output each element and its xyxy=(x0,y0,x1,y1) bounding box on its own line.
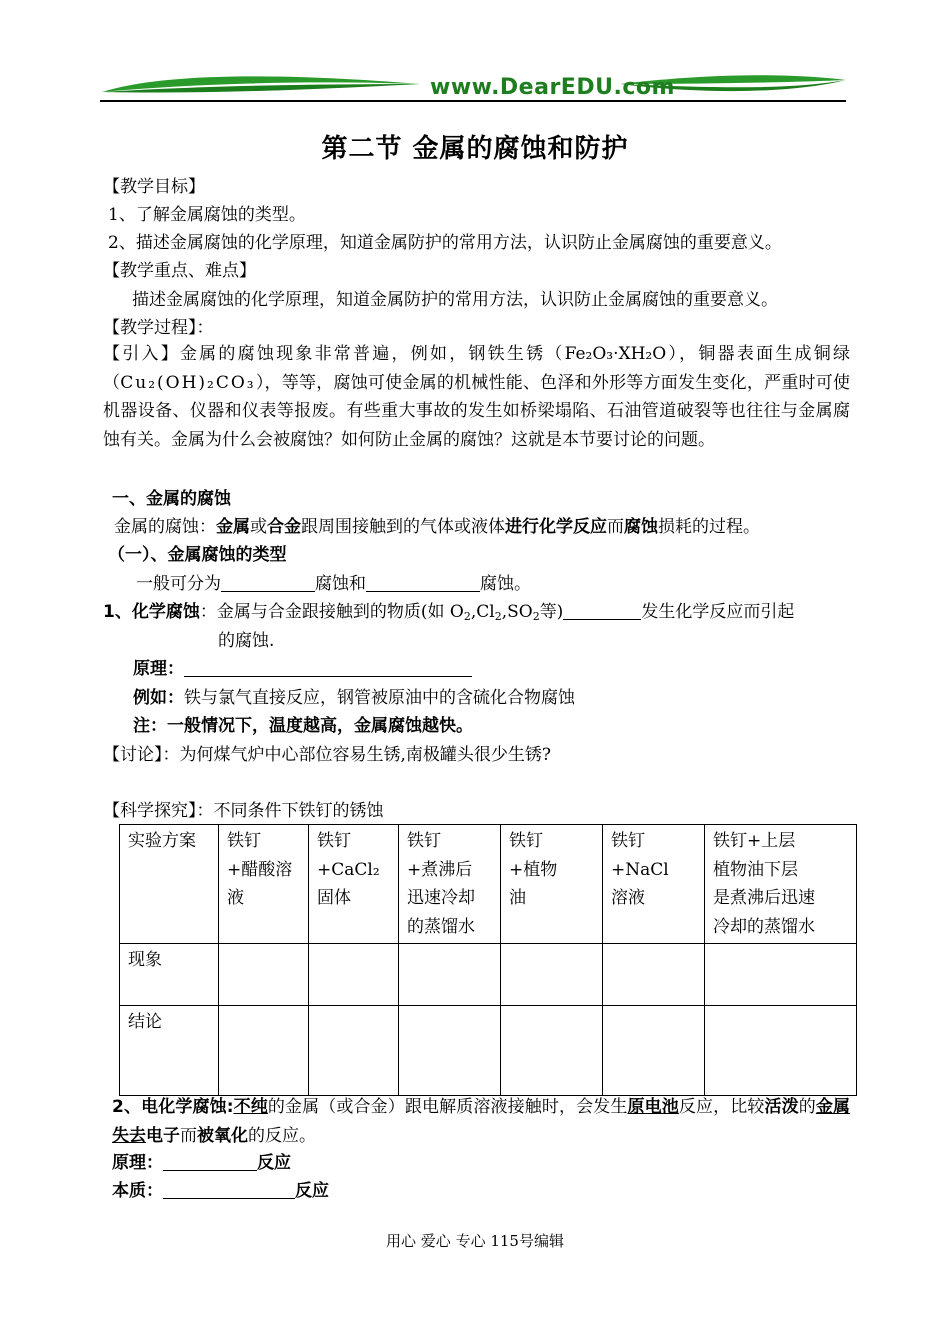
page-footer: 用心 爱心 专心 115号编辑 xyxy=(386,1232,564,1250)
blank-type-1[interactable] xyxy=(221,573,315,592)
sub-cl2: 2 xyxy=(494,610,502,623)
row-label-conclusion: 结论 xyxy=(120,1006,219,1096)
chemical-text-d: 等) xyxy=(539,602,564,622)
electro-t4: 而 xyxy=(180,1125,197,1146)
chemical-text-b: ,Cl xyxy=(470,602,495,622)
page-title: 第二节 金属的腐蚀和防护 xyxy=(321,134,629,164)
discussion-label: 【讨论】 xyxy=(103,745,163,765)
discussion xyxy=(103,744,551,766)
cell-text: +煮沸后 xyxy=(407,859,473,880)
cell-text: 铁钉 xyxy=(407,831,441,851)
electro-paragraph xyxy=(112,1093,850,1150)
discussion-text: ：为何煤气炉中心部位容易生锈,南极罐头很少生锈? xyxy=(162,745,552,765)
cell-text: 铁钉 xyxy=(611,831,645,851)
table-col-2 xyxy=(309,825,399,944)
def-alloy: 合金 xyxy=(267,517,301,537)
experiment-table xyxy=(119,824,857,1096)
types-classify xyxy=(136,573,531,595)
intro-text-1: 金属的腐蚀现象非常普遍，例如，钢铁生锈（ xyxy=(179,344,565,364)
inquiry-label: 【科学探究】 xyxy=(103,801,197,821)
table-cell[interactable] xyxy=(603,944,705,1006)
inquiry-text: ：不同条件下铁钉的锈蚀 xyxy=(196,801,384,821)
chemical-colon: ： xyxy=(199,602,217,622)
table-row-phenomenon xyxy=(120,944,857,1006)
goal-item-2: 2、描述金属腐蚀的化学原理，知道金属防护的常用方法，认识防止金属腐蚀的重要意义。 xyxy=(108,233,782,253)
blank-type-2[interactable] xyxy=(366,573,480,592)
cell-text: 铁钉 xyxy=(227,831,261,851)
classify-b: 腐蚀和 xyxy=(315,574,366,594)
intro-paragraph xyxy=(103,340,850,454)
keypoints-heading: 【教学重点、难点】 xyxy=(103,261,256,281)
corrosion-definition xyxy=(114,516,760,538)
classify-a: 一般可分为 xyxy=(136,574,221,594)
electro-essence xyxy=(112,1180,329,1202)
chemical-example xyxy=(133,687,575,709)
def-metal: 金属 xyxy=(216,517,250,537)
cell-text: 液 xyxy=(227,888,244,908)
principle-label: 原理： xyxy=(133,659,184,679)
table-cell[interactable] xyxy=(399,1006,501,1096)
table-cell[interactable] xyxy=(705,944,857,1006)
table-cell[interactable] xyxy=(603,1006,705,1096)
cell-text: 的蒸馏水 xyxy=(407,916,475,937)
chemical-text-a: 金属与合金跟接触到的物质(如 O xyxy=(216,602,464,622)
table-header-label: 实验方案 xyxy=(120,825,219,944)
sub-o2: 2 xyxy=(463,610,471,623)
table-header-row xyxy=(120,825,857,944)
electro-heading: 2、电化学腐蚀: xyxy=(112,1097,234,1117)
def-prefix: 金属的腐蚀： xyxy=(114,517,216,537)
chemical-text-e: 发生化学反应而引起 xyxy=(641,602,795,622)
electro-oxidized: 被氧化 xyxy=(197,1125,248,1146)
def-t2: 跟周围接触到的气体或液体 xyxy=(301,517,505,537)
blank-electro-principle[interactable] xyxy=(163,1152,257,1171)
cell-text: 迅速冷却 xyxy=(407,888,475,908)
chemical-note: 注：一般情况下，温度越高，金属腐蚀越快。 xyxy=(133,716,473,736)
electro-principle-label: 原理： xyxy=(112,1153,163,1173)
table-col-6 xyxy=(705,825,857,944)
intro-text-2: ），铜器表面生成铜绿（ xyxy=(103,344,851,393)
def-corrosion: 腐蚀 xyxy=(624,517,658,537)
table-col-5 xyxy=(603,825,705,944)
sub-so2: 2 xyxy=(532,610,540,623)
electro-principle-suffix: 反应 xyxy=(257,1153,291,1173)
cell-text: 冷却的蒸馏水 xyxy=(713,916,815,937)
table-cell[interactable] xyxy=(309,944,399,1006)
electro-t1: 的金属（或合金）跟电解质溶液接触时，会发生 xyxy=(267,1097,628,1117)
cell-text: +NaCl xyxy=(611,859,669,880)
process-heading: 【教学过程】： xyxy=(103,318,214,338)
electro-electron: 电子 xyxy=(146,1125,180,1146)
cell-text: 是煮沸后迅速 xyxy=(713,888,815,908)
table-cell[interactable] xyxy=(501,944,603,1006)
table-col-3 xyxy=(399,825,501,944)
inquiry xyxy=(103,800,384,822)
types-heading: （一）、金属腐蚀的类型 xyxy=(108,545,287,565)
intro-label: 【引入】 xyxy=(103,344,180,364)
chemical-principle xyxy=(133,658,472,680)
table-col-4 xyxy=(501,825,603,944)
cell-text: +植物 xyxy=(509,859,558,880)
electro-t5: 的反应。 xyxy=(248,1125,316,1146)
section1-heading: 一、金属的腐蚀 xyxy=(112,489,231,509)
cell-text: +醋酸溶 xyxy=(227,859,293,880)
electro-t2: 反应，比较 xyxy=(678,1097,765,1117)
example-label: 例如： xyxy=(133,688,184,708)
site-logo-text[interactable]: www.DearEDU.com xyxy=(430,75,675,100)
example-text: 铁与氯气直接反应，钢管被原油中的含硫化合物腐蚀 xyxy=(184,688,575,708)
intro-text-3: ），等等，腐蚀可使金属的机械性能、色泽和外形等方面发生变化，严重时可使机器设备、仪器和仪表等报废。有些重大事故的发生如桥梁塌陷、石油管道破裂等也往往与金属腐蚀有关。金属为什么会被腐蚀？如何防止金属的腐蚀？这就是本节要讨论的问题。 xyxy=(103,372,851,450)
blank-chemical[interactable] xyxy=(563,601,641,620)
header-rule xyxy=(100,100,846,102)
cell-text: 铁钉+上层 xyxy=(713,831,796,851)
electro-impure: 不纯 xyxy=(233,1097,268,1117)
cell-text: 油 xyxy=(509,888,526,908)
table-cell[interactable] xyxy=(501,1006,603,1096)
chemical-text-c: ,SO xyxy=(501,602,533,622)
cell-text: 固体 xyxy=(317,888,351,908)
electro-lose: 失去 xyxy=(112,1125,146,1146)
electro-essence-label: 本质： xyxy=(112,1181,163,1201)
blank-electro-essence[interactable] xyxy=(163,1180,295,1199)
def-t3: 而 xyxy=(607,517,624,537)
row-label-phenomenon: 现象 xyxy=(120,944,219,1006)
cell-text: 铁钉 xyxy=(509,831,543,851)
cell-text: 铁钉 xyxy=(317,831,351,851)
keypoints-text: 描述金属腐蚀的化学原理，知道金属防护的常用方法，认识防止金属腐蚀的重要意义。 xyxy=(132,290,778,310)
patina-formula: Cu₂(OH)₂CO₃ xyxy=(120,372,256,393)
table-cell[interactable] xyxy=(309,1006,399,1096)
table-cell[interactable] xyxy=(399,944,501,1006)
def-t1: 或 xyxy=(250,517,267,537)
electro-active: 活泼 xyxy=(764,1097,799,1117)
classify-c: 腐蚀。 xyxy=(480,574,531,594)
chemical-line-2: 的腐蚀. xyxy=(218,631,275,651)
cell-text: +CaCl₂ xyxy=(317,859,380,880)
cell-text: 溶液 xyxy=(611,888,645,908)
def-t4: 损耗的过程。 xyxy=(658,517,760,537)
electro-metal: 金属 xyxy=(815,1097,850,1117)
electro-principle xyxy=(112,1152,291,1174)
electro-essence-suffix: 反应 xyxy=(295,1181,329,1201)
table-row-conclusion xyxy=(120,1006,857,1096)
def-reaction: 进行化学反应 xyxy=(505,517,607,537)
chemical-line-1 xyxy=(103,601,794,623)
site-banner xyxy=(100,70,850,104)
table-cell[interactable] xyxy=(219,944,309,1006)
cell-text: 植物油下层 xyxy=(713,859,798,880)
table-cell[interactable] xyxy=(219,1006,309,1096)
blank-principle[interactable] xyxy=(184,658,472,677)
electro-cell: 原电池 xyxy=(627,1097,679,1117)
goals-heading: 【教学目标】 xyxy=(103,177,205,197)
rust-formula: Fe₂O₃·XH₂O xyxy=(564,344,667,364)
table-cell[interactable] xyxy=(705,1006,857,1096)
table-col-1 xyxy=(219,825,309,944)
goal-item-1: 1、了解金属腐蚀的类型。 xyxy=(108,205,306,225)
electro-t3: 的 xyxy=(798,1097,816,1117)
chemical-heading: 1、化学腐蚀 xyxy=(103,602,200,622)
